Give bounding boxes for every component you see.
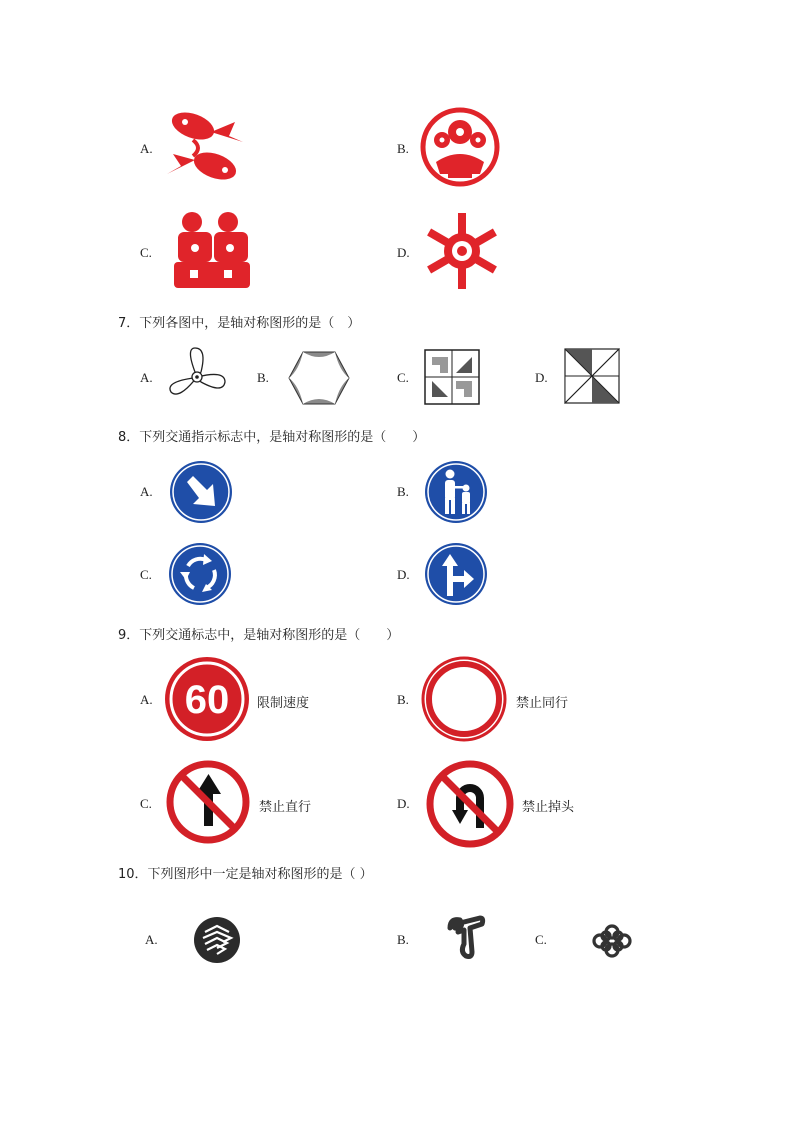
pinwheel-icon: [564, 348, 620, 404]
question-9: 9．下列交通标志中，是轴对称图形的是（ ）: [118, 628, 400, 643]
option-letter: C.: [140, 567, 152, 582]
speed-limit-sign-icon: [164, 656, 250, 742]
no-straight-sign-icon: [166, 760, 250, 844]
papercut-flower-icon: [420, 106, 500, 188]
option-letter: B.: [397, 484, 409, 499]
roundabout-sign-icon: [168, 542, 232, 606]
option-letter: C.: [140, 796, 152, 811]
sign-caption: 禁止同行: [516, 696, 569, 711]
question-10: 10．下列图形中一定是轴对称图形的是（ ）: [118, 867, 373, 882]
question-8: 8．下列交通指示标志中，是轴对称图形的是（ ）: [118, 430, 426, 445]
no-u-turn-sign-icon: [426, 760, 514, 848]
straight-or-right-sign-icon: [424, 542, 488, 606]
hexagon-icon: [287, 350, 351, 406]
pedestrian-sign-icon: [424, 460, 488, 524]
arrow-down-right-sign-icon: [169, 460, 233, 524]
square-pattern-icon: [424, 349, 480, 405]
china-unicom-knot-logo-icon: [590, 924, 634, 958]
option-letter: D.: [397, 567, 410, 582]
propeller-icon: [163, 344, 231, 410]
papercut-figure-icon: [170, 208, 256, 294]
option-letter: A.: [145, 932, 158, 947]
option-letter: C.: [140, 245, 152, 260]
china-telecom-logo-icon: [446, 914, 486, 960]
no-entry-ring-sign-icon: [421, 656, 507, 742]
sign-caption: 禁止直行: [259, 800, 312, 815]
sign-caption: 限制速度: [257, 696, 310, 711]
option-letter: C.: [535, 932, 547, 947]
speed-limit-value: 60: [184, 678, 230, 722]
option-letter: D.: [397, 796, 410, 811]
option-letter: B.: [257, 370, 269, 385]
option-letter: B.: [397, 932, 409, 947]
sign-caption: 禁止掉头: [522, 800, 575, 815]
papercut-snowflake-icon: [422, 211, 502, 291]
option-letter: A.: [140, 692, 153, 707]
option-letter: D.: [397, 245, 410, 260]
option-letter: B.: [397, 141, 409, 156]
question-7: 7．下列各图中，是轴对称图形的是（ ）: [118, 316, 361, 331]
option-letter: A.: [140, 141, 153, 156]
option-letter: A.: [140, 484, 153, 499]
option-letter: C.: [397, 370, 409, 385]
option-letter: A.: [140, 370, 153, 385]
china-mobile-logo-icon: [193, 916, 241, 964]
option-letter: D.: [535, 370, 548, 385]
papercut-fish-icon: [163, 104, 247, 190]
option-letter: B.: [397, 692, 409, 707]
